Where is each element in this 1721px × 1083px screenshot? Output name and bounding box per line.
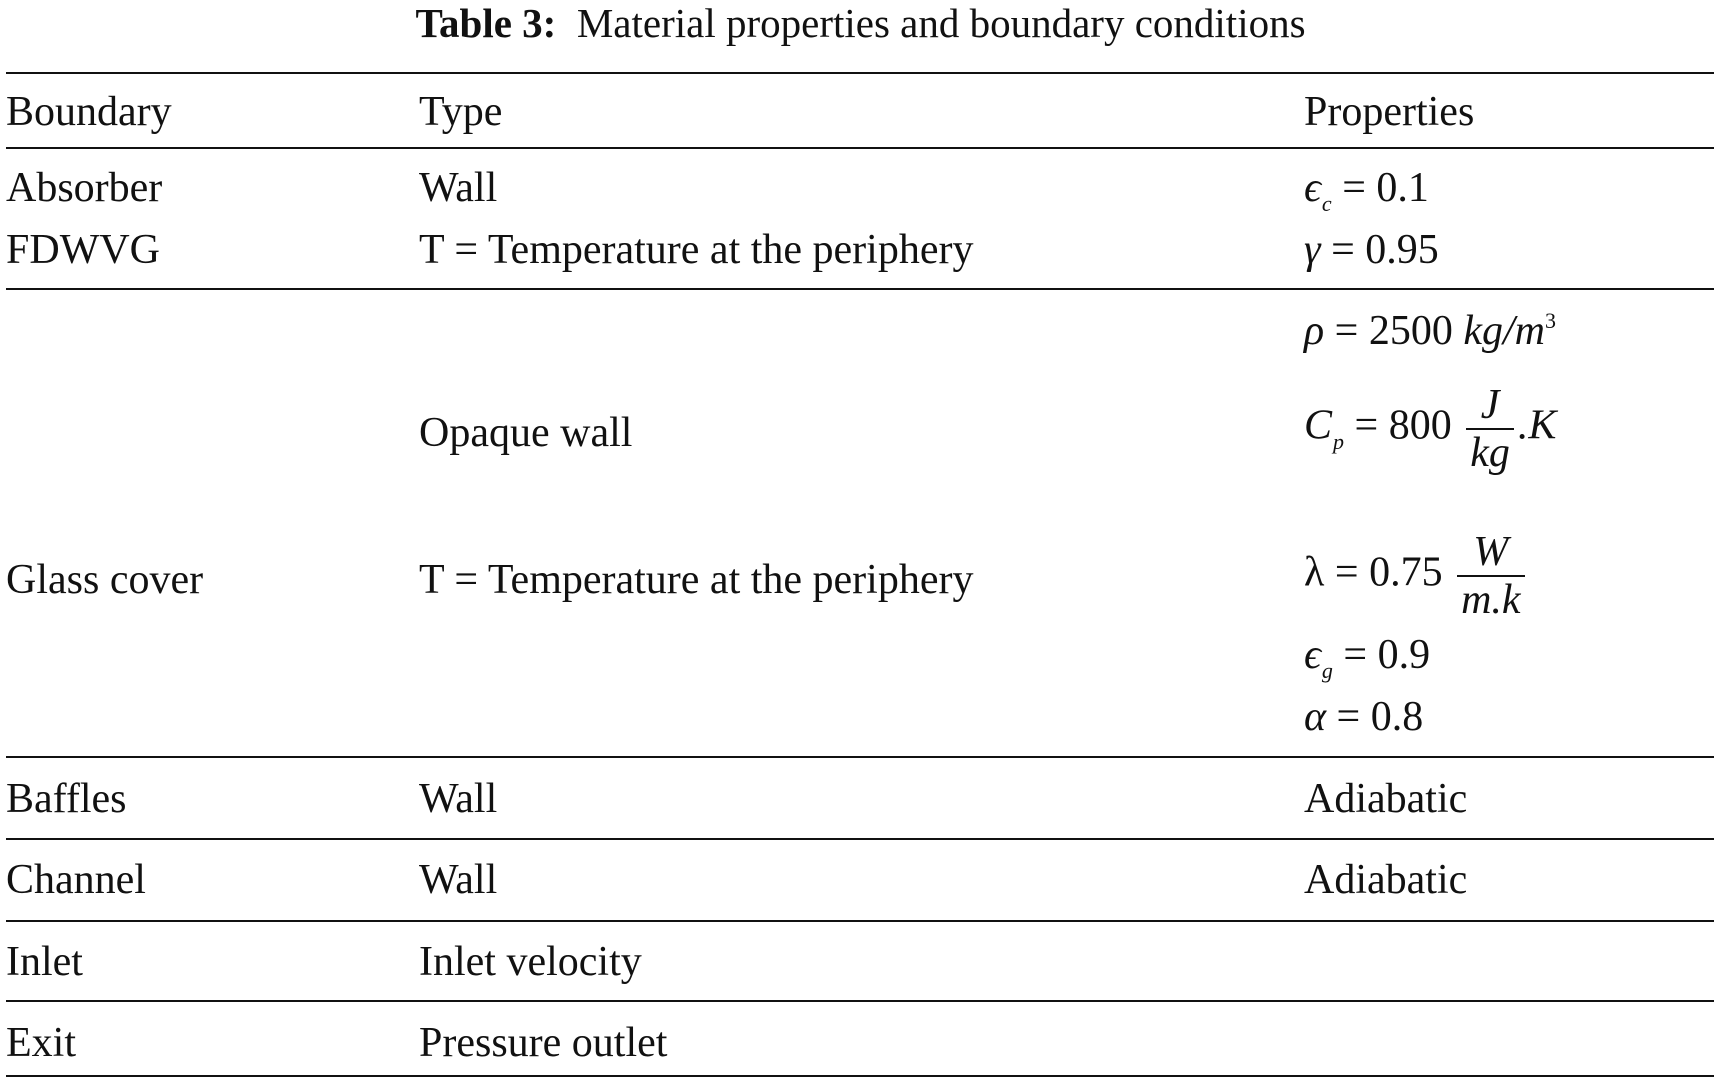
equals-sign: = [1334, 308, 1359, 354]
header-type: Type [419, 89, 503, 135]
table-caption-label: Table 3: [415, 0, 557, 46]
fraction-j-per-kg [1466, 382, 1514, 476]
value-gamma: 0.95 [1365, 227, 1439, 273]
property-lambda [1304, 529, 1529, 623]
row-rule [6, 838, 1714, 840]
row-rule [6, 920, 1714, 922]
cell-boundary-absorber: Absorber [6, 165, 163, 211]
cell-type-glass-temperature: T = Temperature at the periphery [419, 557, 974, 603]
subscript-c: c [1321, 191, 1332, 216]
cell-boundary-fdwvg: FDWVG [6, 227, 160, 273]
value-rho: 2500 [1368, 308, 1453, 354]
table-caption-title: Material properties and boundary conditions [576, 0, 1306, 46]
row-rule [6, 756, 1714, 758]
cell-boundary-glass-cover: Glass cover [6, 557, 204, 603]
equals-sign: = [1342, 165, 1366, 211]
fraction-denominator: m.k [1461, 577, 1521, 623]
symbol-alpha: α [1304, 694, 1327, 740]
symbol-rho: ρ [1304, 308, 1325, 354]
equals-sign: = [1336, 694, 1361, 740]
bottom-rule [6, 1075, 1714, 1077]
unit-suffix-cp: .K [1517, 402, 1557, 449]
equals-sign: = [1334, 549, 1359, 596]
cell-boundary-baffles: Baffles [6, 776, 127, 822]
cell-type-inlet: Inlet velocity [419, 939, 642, 985]
symbol-lambda: λ [1304, 549, 1325, 596]
unit-rho: kg/m [1463, 308, 1546, 354]
property-epsilon-g [1304, 631, 1430, 685]
cell-type-absorber: Wall [419, 165, 498, 211]
cell-properties-channel: Adiabatic [1304, 857, 1468, 903]
cell-boundary-exit: Exit [6, 1020, 76, 1066]
cell-type-exit: Pressure outlet [419, 1020, 668, 1066]
fraction-w-per-mk [1457, 529, 1524, 623]
value-epsilon-c: 0.1 [1376, 165, 1429, 211]
property-rho [1304, 307, 1556, 361]
cell-type-fdwvg: T = Temperature at the periphery [419, 227, 974, 273]
cell-properties-baffles: Adiabatic [1304, 776, 1468, 822]
property-alpha [1304, 693, 1423, 741]
cell-boundary-channel: Channel [6, 857, 146, 903]
value-alpha: 0.8 [1370, 694, 1424, 740]
cell-type-glass-opaque: Opaque wall [419, 410, 633, 456]
subscript-g: g [1321, 658, 1333, 683]
symbol-cp: C [1304, 402, 1333, 449]
equals-sign: = [1343, 632, 1368, 678]
subscript-p: p [1333, 428, 1345, 454]
equals-sign: = [1354, 402, 1379, 449]
header-boundary: Boundary [6, 89, 172, 135]
fraction-denominator: kg [1470, 430, 1510, 476]
row-rule [6, 1000, 1714, 1002]
equals-sign: = [1331, 227, 1355, 273]
symbol-epsilon: ϵ [1304, 632, 1321, 678]
property-cp [1304, 382, 1556, 476]
value-lambda: 0.75 [1369, 549, 1443, 596]
table-caption [0, 0, 1721, 46]
top-rule [6, 72, 1714, 74]
cell-boundary-inlet: Inlet [6, 939, 83, 985]
cell-type-baffles: Wall [419, 776, 498, 822]
unit-exponent-rho: 3 [1545, 308, 1557, 333]
property-epsilon-c [1304, 164, 1429, 218]
cell-type-channel: Wall [419, 857, 498, 903]
symbol-epsilon: ϵ [1304, 165, 1321, 211]
row-rule [6, 288, 1714, 290]
symbol-gamma: γ [1304, 227, 1321, 273]
fraction-numerator: J [1466, 382, 1514, 430]
fraction-numerator: W [1457, 529, 1524, 577]
value-cp: 800 [1388, 402, 1452, 449]
header-rule [6, 147, 1714, 149]
header-properties: Properties [1304, 89, 1475, 135]
value-epsilon-g: 0.9 [1377, 632, 1431, 678]
property-gamma [1304, 226, 1439, 274]
